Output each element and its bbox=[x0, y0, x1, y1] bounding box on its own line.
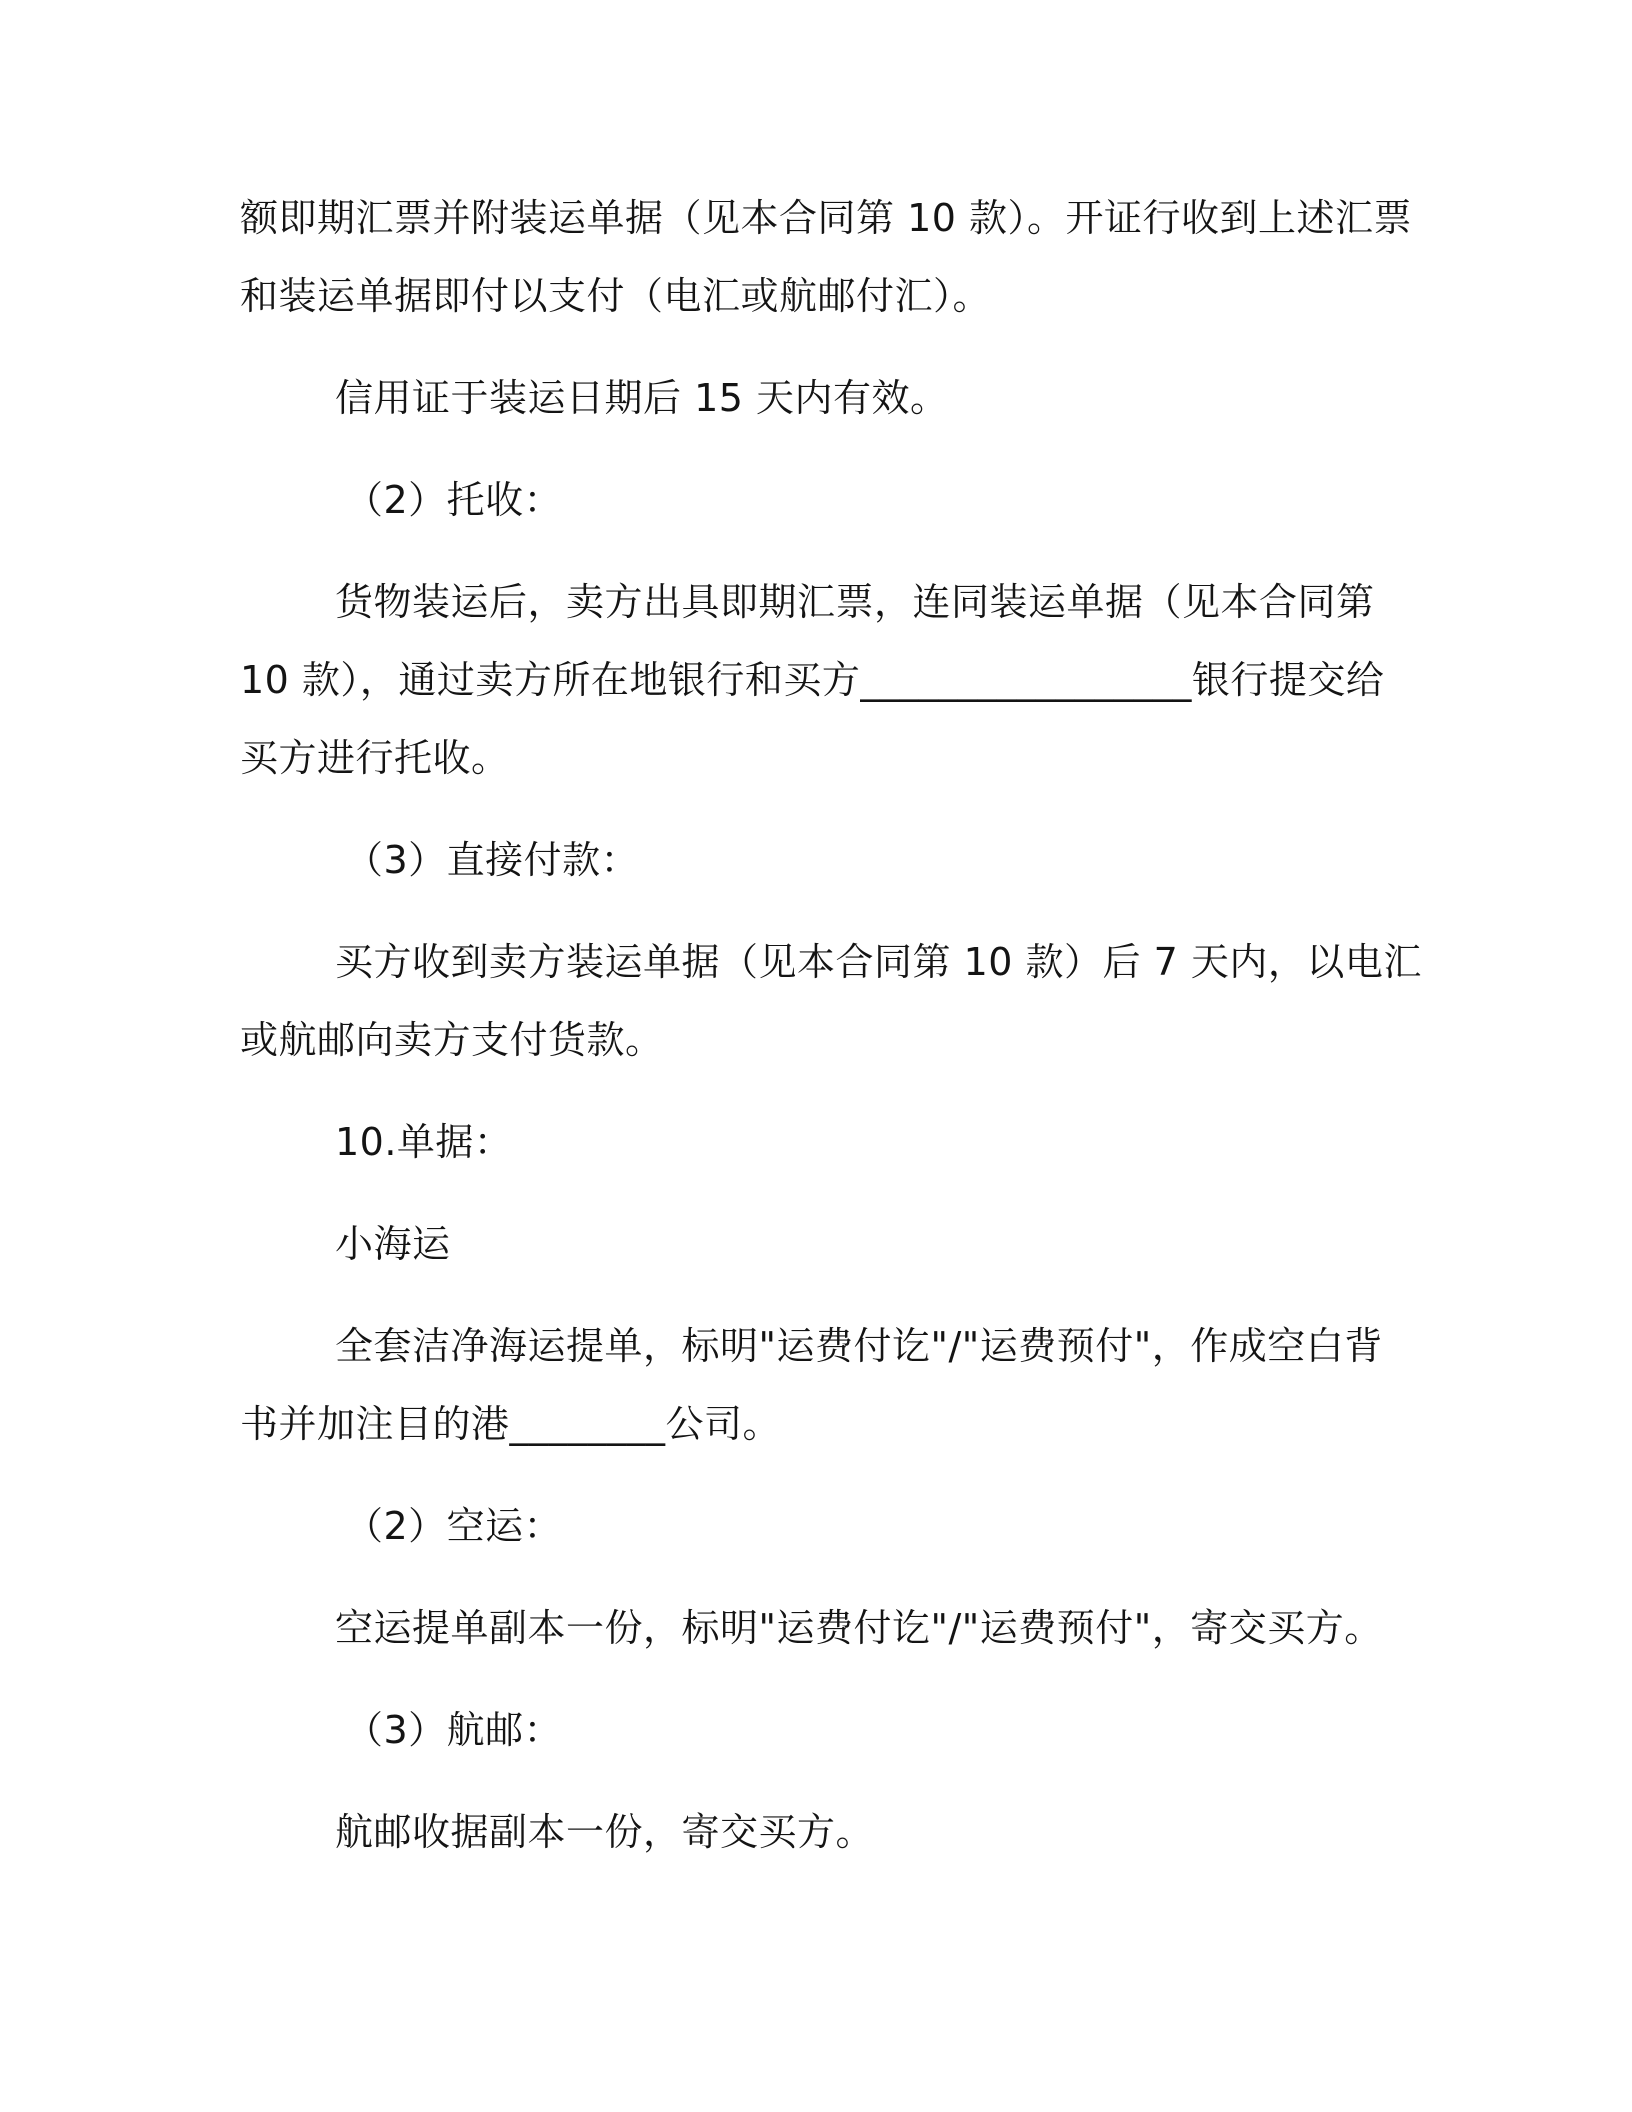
text-line-13: 全套洁净海运提单，标明"运费付讫"/"运费预付"，作成空白背 bbox=[335, 1324, 1383, 1368]
text-line-18: 航邮收据副本一份，寄交买方。 bbox=[335, 1810, 875, 1854]
text-line-6: 10 款），通过卖方所在地银行和买方_________________银行提交给 bbox=[240, 658, 1385, 702]
text-line-12: 小海运 bbox=[335, 1222, 451, 1266]
section-heading-collection: （2）托收： bbox=[345, 478, 563, 522]
section-heading-airmail: （3）航邮： bbox=[345, 1708, 563, 1752]
text-line-14: 书并加注目的港________公司。 bbox=[240, 1402, 782, 1446]
text-line-2: 和装运单据即付以支付（电汇或航邮付汇）。 bbox=[240, 274, 992, 318]
text-line-16: 空运提单副本一份，标明"运费付讫"/"运费预付"，寄交买方。 bbox=[335, 1606, 1383, 1650]
text-line-5: 货物装运后，卖方出具即期汇票，连同装运单据（见本合同第 bbox=[335, 580, 1375, 624]
text-line-10: 或航邮向卖方支付货款。 bbox=[240, 1018, 664, 1062]
section-heading-direct-payment: （3）直接付款： bbox=[345, 838, 640, 882]
text-line-7: 买方进行托收。 bbox=[240, 736, 510, 780]
section-heading-documents: 10.单据： bbox=[335, 1120, 513, 1164]
text-line-3: 信用证于装运日期后 15 天内有效。 bbox=[335, 376, 949, 420]
text-line-1: 额即期汇票并附装运单据（见本合同第 10 款）。开证行收到上述汇票 bbox=[240, 196, 1413, 240]
text-line-9: 买方收到卖方装运单据（见本合同第 10 款）后 7 天内，以电汇 bbox=[335, 940, 1422, 984]
section-heading-air-transport: （2）空运： bbox=[345, 1504, 563, 1548]
